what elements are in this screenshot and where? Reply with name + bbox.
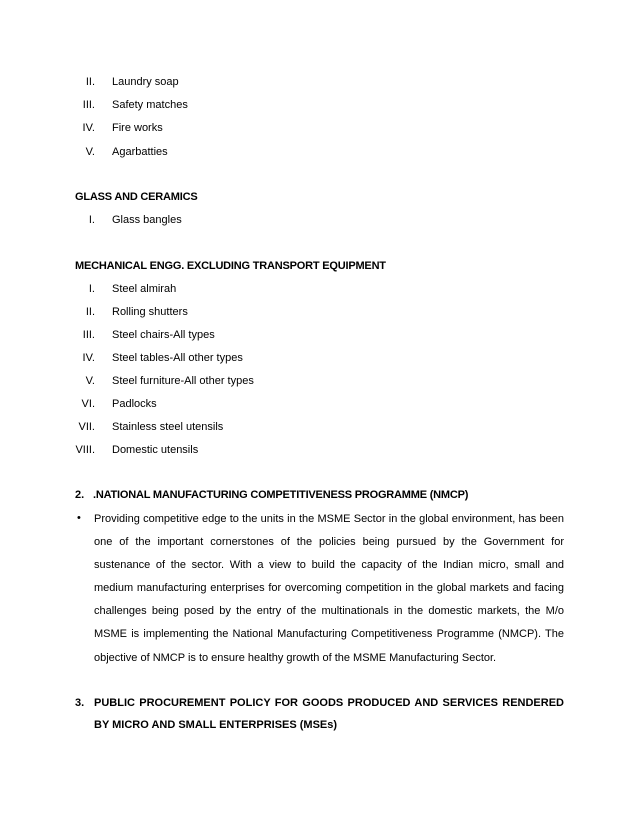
- list-item: Safety matches: [112, 99, 188, 111]
- list-item: Steel almirah: [112, 283, 177, 295]
- list-number: I.: [88, 214, 95, 226]
- list-number: I.: [88, 283, 95, 295]
- section-2-number: 2.: [75, 489, 85, 501]
- list-item: Steel furniture-All other types: [112, 375, 254, 387]
- list-number: IV.: [82, 352, 95, 364]
- list-number: V.: [85, 375, 95, 387]
- list-number: V.: [85, 146, 95, 158]
- list-number: III.: [82, 329, 95, 341]
- bullet-icon: •: [77, 512, 81, 524]
- mech-heading: MECHANICAL ENGG. EXCLUDING TRANSPORT EQUIPMENT: [75, 260, 386, 272]
- list-number: VI.: [81, 398, 95, 410]
- list-item: Padlocks: [112, 398, 157, 410]
- list-number: III.: [82, 99, 95, 111]
- list-number: II.: [85, 306, 95, 318]
- list-item: Steel chairs-All types: [112, 329, 215, 341]
- list-item: Glass bangles: [112, 214, 182, 226]
- list-number: II.: [85, 76, 95, 88]
- list-item: Laundry soap: [112, 76, 179, 88]
- list-number: VIII.: [75, 444, 95, 456]
- list-item: Rolling shutters: [112, 306, 188, 318]
- section-3-heading: PUBLIC PROCUREMENT POLICY FOR GOODS PRODUCED AND SERVICES RENDERED BY MICRO AND SMALL ENTERPRISES (MSEs): [94, 697, 564, 731]
- list-item: Steel tables-All other types: [112, 352, 243, 364]
- section-2-heading: .NATIONAL MANUFACTURING COMPETITIVENESS PROGRAMME (NMCP): [93, 489, 469, 501]
- list-number: VII.: [78, 421, 95, 433]
- glass-heading: GLASS AND CERAMICS: [75, 191, 198, 203]
- section-2-paragraph: Providing competitive edge to the units in the MSME Sector in the global environment, has been one of the important cornerstones of the policies being pursued by the Government for sustenance of the sector. With a view to build the capacity of the Indian micro, small and medium manufacturing enterprises for overcoming competition in the global markets and facing challenges being posed by the entry of the multinationals in the domestic markets, the M/o MSME is implementing the National Manufacturing Competitiveness Programme (NMCP). The objective of NMCP is to ensure healthy growth of the MSME Manufacturing Sector.: [94, 513, 564, 664]
- list-number: IV.: [82, 122, 95, 134]
- list-item: Stainless steel utensils: [112, 421, 224, 433]
- list-item: Agarbatties: [112, 146, 168, 158]
- section-3-number: 3.: [75, 697, 85, 709]
- list-item: Domestic utensils: [112, 444, 199, 456]
- list-item: Fire works: [112, 122, 163, 134]
